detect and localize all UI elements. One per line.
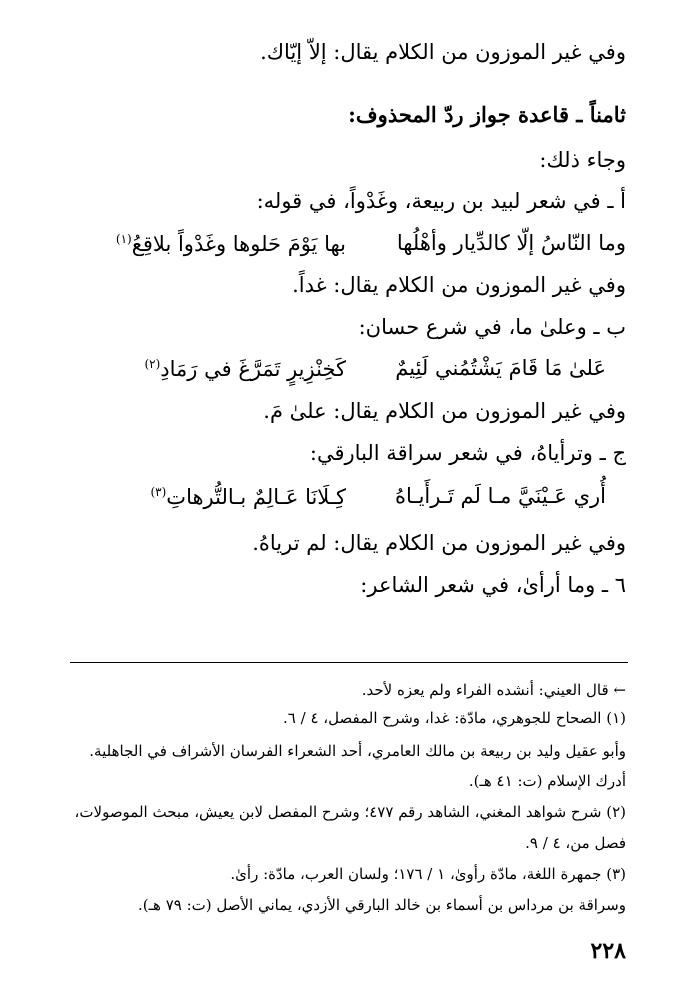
- verse1-first-hemistich: وما النّاسُ إلّا كالدِّيار وأهْلُها: [396, 231, 626, 255]
- verse1-second-hemistich: [116, 233, 346, 255]
- text-line-c-intro: ج ـ وترأياهُ، في شعر سراقة البارقي:: [309, 441, 626, 465]
- verse3-first-hemistich: أُري عَـيْنَيَّ مـا لَم تَـرأَيـاهُ: [395, 484, 606, 508]
- text-line-c-prose: وفي غير الموزون من الكلام يقال: لم ترياهُ.: [252, 531, 626, 555]
- verse2-first-hemistich: عَلىٰ مَا قَامَ يَشْتُمُني لَئِيمٌ: [395, 356, 606, 380]
- footnote-2-line1: (٢) شرح شواهد المغني، الشاهد رقم ٤٧٧؛ وشرح المفصل لابن يعيش، مبحث الموصولات،: [74, 803, 626, 821]
- footnote-ref-3: (٣): [150, 485, 167, 499]
- verse2-second-text: كَخِنْزِيرٍ تَمَرَّغَ في رَمَادِ: [160, 357, 346, 381]
- footnote-ref-2: (٢): [144, 357, 161, 371]
- verse3-second-hemistich: [150, 486, 346, 508]
- footnote-ref-1: (١): [115, 232, 132, 246]
- text-line-intro: وجاء ذلك:: [539, 148, 626, 172]
- text-line-illa-iyyak: وفي غير الموزون من الكلام يقال: إلاّ إيّاك.: [260, 40, 626, 64]
- footnote-1-bio-line1: وأبو عقيل وليد بن ربيعة بن مالك العامري، أحد الشعراء الفرسان الأشراف في الجاهلية.: [89, 742, 626, 760]
- footnote-2-line2: فصل من، ٤ / ٩.: [525, 834, 626, 852]
- footnote-1: (١) الصحاح للجوهري، مادّة: غدا، وشرح المفصل، ٤ / ٦.: [283, 709, 626, 727]
- section-heading: ثامناً ـ قاعدة جواز ردّ المحذوف:: [348, 102, 626, 127]
- text-line-six-intro: ٦ ـ وما أرأىٰ، في شعر الشاعر:: [360, 573, 626, 597]
- verse1-second-text: بها يَوْمَ حَلوها وغَدْواً بلاقِعُ: [131, 232, 346, 256]
- footnote-continuation: ← قال العيني: أنشده الفراء ولم يعزه لأحد.: [361, 681, 626, 699]
- verse3-second-text: كِـلَانَا عَـالِمٌ بـالتُّرهاتِ: [166, 485, 346, 509]
- text-line-b-intro: ب ـ وعلىٰ ما، في شرع حسان:: [358, 315, 626, 339]
- page-number: ٢٢٨: [590, 938, 626, 964]
- text-line-b-prose: وفي غير الموزون من الكلام يقال: علىٰ مَ.: [263, 399, 626, 423]
- footnote-3-line2: وسراقة بن مرداس بن أسماء بن خالد البارقي الأزدي، يماني الأصل (ت: ٧٩ هـ).: [138, 896, 626, 914]
- text-line-a-prose: وفي غير الموزون من الكلام يقال: غداً.: [292, 273, 626, 297]
- verse2-second-hemistich: [144, 358, 346, 380]
- footnote-1-bio-line2: أدرك الإسلام (ت: ٤١ هـ).: [468, 772, 626, 790]
- footnote-3-line1: (٣) جمهرة اللغة، مادّة رأوىٰ، ١ / ١٧٦؛ ولسان العرب، مادّة: رأىٰ.: [230, 865, 626, 883]
- footnote-divider: [70, 662, 628, 663]
- text-line-a-intro: أ ـ في شعر لبيد بن ربيعة، وغَدْواً، في قوله:: [256, 189, 626, 213]
